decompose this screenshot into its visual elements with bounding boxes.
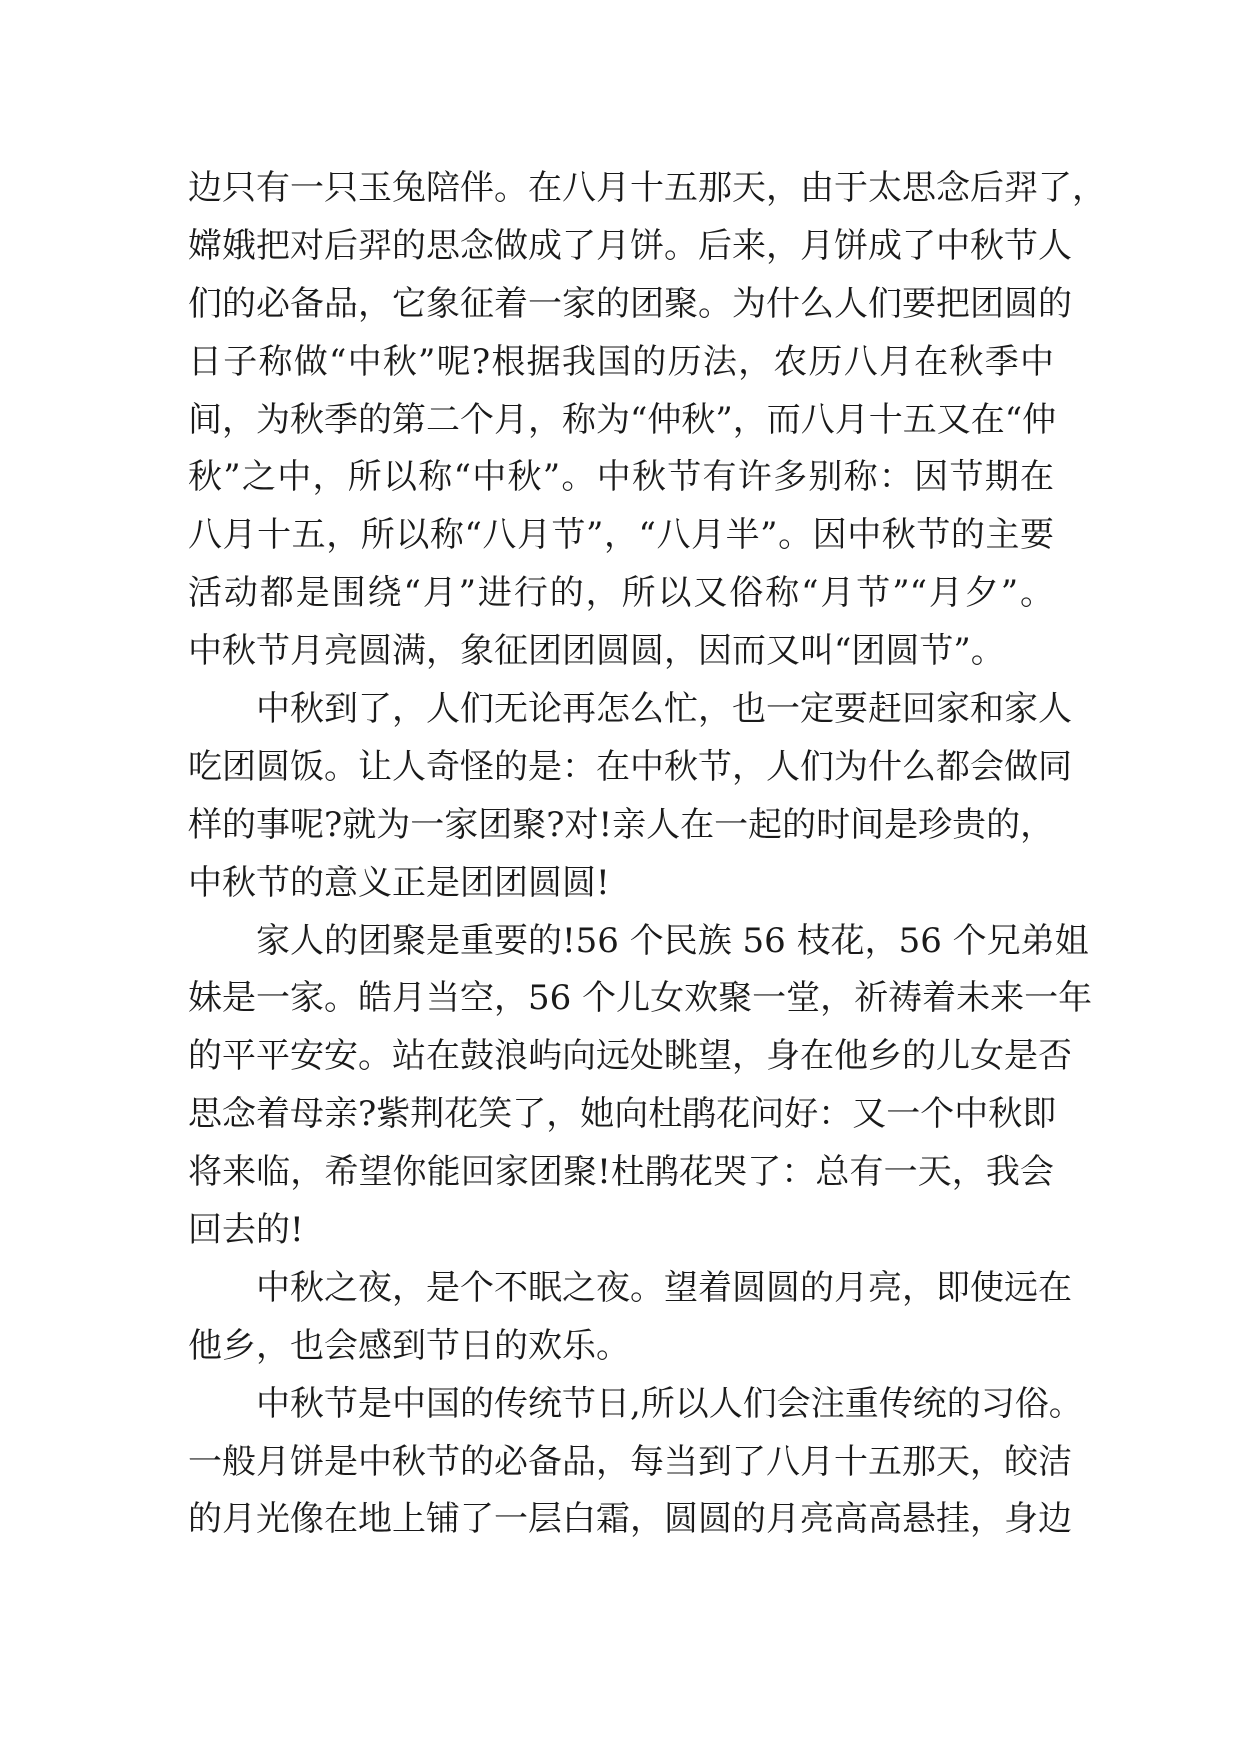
text-line: 活动都是围绕“月”进行的，所以又俗称“月节”“月夕”。 [188, 573, 1054, 614]
text-line: 边只有一只玉兔陪伴。在八月十五那天，由于太思念后羿了， [188, 168, 1106, 208]
text-line: 中秋到了，人们无论再怎么忙，也一定要赶回家和家人 [256, 689, 1072, 730]
text-line: 吃团圆饭。让人奇怪的是：在中秋节，人们为什么都会做同 [188, 746, 1072, 787]
text-line: 嫦娥把对后羿的思念做成了月饼。后来，月饼成了中秋节人 [188, 225, 1072, 266]
text-line: 一般月饼是中秋节的必备品，每当到了八月十五那天，皎洁 [188, 1441, 1072, 1482]
text-line: 中秋节的意义正是团团圆圆! [188, 862, 610, 903]
text-line: 他乡，也会感到节日的欢乐。 [188, 1325, 630, 1366]
text-line: 中秋节月亮圆满，象征团团圆圆，因而又叫“团圆节”。 [188, 631, 1005, 672]
text-line: 将来临，希望你能回家团聚!杜鹃花哭了：总有一天，我会 [188, 1152, 1054, 1193]
text-line: 的平平安安。站在鼓浪屿向远处眺望，身在他乡的儿女是否 [188, 1036, 1072, 1077]
text-line: 回去的! [188, 1210, 304, 1251]
text-line: 家人的团聚是重要的!56 个民族 56 枝花，56 个兄弟姐 [256, 920, 1089, 961]
text-line: 中秋节是中国的传统节日,所以人们会注重传统的习俗。 [256, 1383, 1083, 1424]
text-line: 们的必备品，它象征着一家的团聚。为什么人们要把团圆的 [188, 283, 1072, 324]
text-line: 日子称做“中秋”呢?根据我国的历法，农历八月在秋季中 [188, 341, 1054, 382]
text-line: 间，为秋季的第二个月，称为“仲秋”，而八月十五又在“仲 [188, 399, 1057, 440]
text-line: 妹是一家。皓月当空，56 个儿女欢聚一堂，祈祷着未来一年 [188, 978, 1093, 1019]
text-line: 中秋之夜，是个不眠之夜。望着圆圆的月亮，即使远在 [256, 1267, 1072, 1308]
text-line: 的月光像在地上铺了一层白霜，圆圆的月亮高高悬挂，身边 [188, 1499, 1072, 1540]
text-line: 秋”之中，所以称“中秋”。中秋节有许多别称：因节期在 [188, 457, 1054, 498]
text-line: 八月十五，所以称“八月节”，“八月半”。因中秋节的主要 [188, 515, 1054, 556]
document-body [188, 160, 1106, 1549]
text-line: 样的事呢?就为一家团聚?对!亲人在一起的时间是珍贵的， [188, 804, 1055, 845]
text-line: 思念着母亲?紫荆花笑了，她向杜鹃花问好：又一个中秋即 [188, 1094, 1057, 1135]
